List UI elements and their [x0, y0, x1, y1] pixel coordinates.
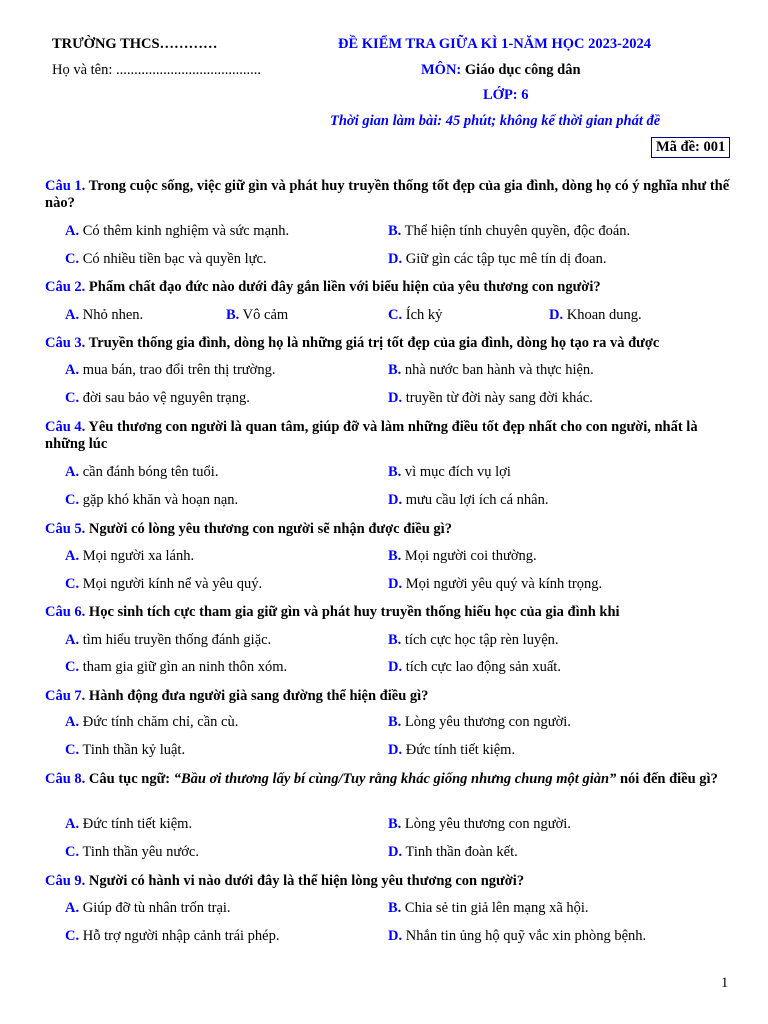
school-name: TRƯỜNG THCS………… [52, 36, 218, 52]
option-letter: C. [388, 307, 403, 323]
answer-option-a[interactable] [65, 816, 192, 833]
question-text: Trong cuộc sống, việc giữ gìn và phát huy truyền thống tốt đẹp của gia đình, dòng họ có ý nghĩa như thế nào? [45, 178, 730, 211]
option-letter: A. [65, 362, 80, 378]
option-letter: A. [65, 900, 80, 916]
option-text: Tinh thần kỷ luật. [82, 742, 186, 758]
question-9 [45, 873, 735, 890]
answer-option-c[interactable] [65, 844, 199, 861]
option-letter: C. [65, 659, 80, 675]
answer-option-a[interactable] [65, 307, 143, 324]
question-8 [45, 771, 735, 788]
question-number: Câu 5. [45, 521, 86, 537]
subject-line [421, 62, 581, 79]
option-letter: C. [65, 576, 80, 592]
option-letter: B. [388, 632, 402, 648]
question-5 [45, 521, 735, 538]
option-text: Mọi người coi thường. [404, 548, 537, 564]
question-quote: “Bầu ơi thương lấy bí cùng/Tuy rằng khác giống nhưng chung một giàn” [173, 771, 617, 787]
question-number: Câu 2. [45, 279, 86, 295]
option-letter: B. [388, 816, 402, 832]
question-text-post: nói đến điều gì? [616, 771, 718, 787]
question-6 [45, 604, 735, 621]
option-text: Khoan dung. [566, 307, 642, 323]
option-text: cần đánh bóng tên tuổi. [82, 464, 219, 480]
question-text: Người có lòng yêu thương con người sẽ nhận được điều gì? [88, 521, 452, 537]
option-text: truyền từ đời này sang đời khác. [405, 390, 593, 406]
option-letter: D. [388, 492, 403, 508]
answer-option-b[interactable] [226, 307, 288, 324]
answer-option-a[interactable] [65, 464, 218, 481]
option-letter: B. [388, 223, 402, 239]
answer-option-a[interactable] [65, 900, 231, 917]
option-letter: B. [226, 307, 240, 323]
option-text: Nhắn tin ủng hộ quỹ vắc xin phòng bệnh. [405, 928, 647, 944]
option-text: Lòng yêu thương con người. [404, 714, 571, 730]
answer-option-a[interactable] [65, 362, 275, 379]
answer-option-d[interactable] [388, 251, 606, 268]
question-number: Câu 3. [45, 335, 86, 351]
answer-option-b[interactable] [388, 548, 537, 565]
student-name-line: Họ và tên: ........................................ [52, 62, 262, 78]
answer-option-c[interactable] [65, 251, 267, 268]
answer-option-b[interactable] [388, 632, 559, 649]
option-text: Mọi người yêu quý và kính trọng. [405, 576, 603, 592]
option-letter: D. [388, 659, 403, 675]
answer-option-c[interactable] [65, 928, 279, 945]
option-letter: B. [388, 464, 402, 480]
option-letter: A. [65, 816, 80, 832]
option-letter: A. [65, 548, 80, 564]
question-2 [45, 279, 735, 296]
option-letter: A. [65, 464, 80, 480]
time-note: Thời gian làm bài: 45 phút; không kể thời gian phát đề [330, 113, 661, 129]
option-text: Mọi người xa lánh. [82, 548, 195, 564]
answer-option-b[interactable] [388, 816, 571, 833]
question-number: Câu 7. [45, 688, 86, 704]
question-text: Hành động đưa người già sang đường thể hiện điều gì? [88, 688, 429, 704]
option-text: Vô cảm [242, 307, 289, 323]
option-text: Lòng yêu thương con người. [404, 816, 571, 832]
option-letter: B. [388, 900, 402, 916]
option-text: đời sau bảo vệ nguyên trạng. [82, 390, 250, 406]
page-number: 1 [721, 975, 729, 991]
question-text-pre: Câu tục ngữ: [88, 771, 174, 787]
option-letter: B. [388, 362, 402, 378]
option-text: tham gia giữ gìn an ninh thôn xóm. [82, 659, 288, 675]
option-text: Mọi người kính nể và yêu quý. [82, 576, 263, 592]
option-letter: C. [65, 390, 80, 406]
question-number: Câu 6. [45, 604, 86, 620]
exam-code: Mã đề: 001 [651, 137, 730, 158]
answer-option-b[interactable] [388, 362, 594, 379]
option-text: Đức tính tiết kiệm. [82, 816, 193, 832]
option-text: Ích kỷ [405, 307, 443, 323]
answer-option-d[interactable] [388, 659, 561, 676]
option-letter: A. [65, 632, 80, 648]
option-text: mua bán, trao đổi trên thị trường. [82, 362, 276, 378]
question-text: Yêu thương con người là quan tâm, giúp đỡ và làm những điều tốt đẹp nhất cho con người, nhất là những lúc [45, 419, 698, 452]
grade-label: LỚP: 6 [483, 87, 529, 103]
option-letter: C. [65, 492, 80, 508]
option-letter: D. [388, 742, 403, 758]
answer-option-d[interactable] [388, 492, 549, 509]
option-letter: A. [65, 714, 80, 730]
option-text: tìm hiểu truyền thống đánh giặc. [82, 632, 272, 648]
option-letter: C. [65, 844, 80, 860]
option-text: tích cực học tập rèn luyện. [404, 632, 559, 648]
option-text: Tinh thần đoàn kết. [405, 844, 518, 860]
option-letter: A. [65, 307, 80, 323]
answer-option-c[interactable] [388, 307, 442, 324]
answer-option-a[interactable] [65, 548, 194, 565]
question-4 [45, 419, 735, 453]
option-letter: D. [388, 576, 403, 592]
answer-option-c[interactable] [65, 390, 250, 407]
subject-label: MÔN: [421, 62, 462, 78]
option-letter: B. [388, 548, 402, 564]
option-letter: C. [65, 251, 80, 267]
question-3 [45, 335, 735, 352]
option-letter: D. [388, 928, 403, 944]
option-text: Chia sẻ tin giả lên mạng xã hội. [404, 900, 589, 916]
option-letter: D. [549, 307, 564, 323]
question-number: Câu 1. [45, 178, 86, 194]
option-text: Đức tính chăm chỉ, cần cù. [82, 714, 239, 730]
option-text: Tinh thần yêu nước. [82, 844, 199, 860]
question-text: Học sinh tích cực tham gia giữ gìn và phát huy truyền thống hiếu học của gia đình khi [88, 604, 620, 620]
answer-option-b[interactable] [388, 223, 630, 240]
answer-option-c[interactable] [65, 742, 185, 759]
option-letter: C. [65, 928, 80, 944]
option-text: tích cực lao động sản xuất. [405, 659, 561, 675]
option-letter: B. [388, 714, 402, 730]
exam-title: ĐỀ KIỂM TRA GIỮA KÌ 1-NĂM HỌC 2023-2024 [338, 36, 651, 52]
option-text: Đức tính tiết kiệm. [405, 742, 516, 758]
option-text: nhà nước ban hành và thực hiện. [404, 362, 594, 378]
option-text: Có nhiều tiền bạc và quyền lực. [82, 251, 267, 267]
question-number: Câu 4. [45, 419, 86, 435]
answer-option-c[interactable] [65, 492, 238, 509]
answer-option-d[interactable] [388, 742, 515, 759]
answer-option-c[interactable] [65, 576, 262, 593]
option-text: Giữ gìn các tập tục mê tín dị đoan. [405, 251, 607, 267]
question-number: Câu 9. [45, 873, 86, 889]
question-1 [45, 178, 735, 212]
question-text: Người có hành vi nào dưới đây là thể hiện lòng yêu thương con người? [88, 873, 525, 889]
answer-option-a[interactable] [65, 223, 289, 240]
question-text: Phẩm chất đạo đức nào dưới đây gắn liền với biểu hiện của yêu thương con người? [88, 279, 601, 295]
option-text: Giúp đỡ tù nhân trốn trại. [82, 900, 231, 916]
answer-option-d[interactable] [388, 390, 593, 407]
option-text: mưu cầu lợi ích cá nhân. [405, 492, 549, 508]
answer-option-b[interactable] [388, 714, 571, 731]
question-number: Câu 8. [45, 771, 86, 787]
answer-option-d[interactable] [388, 844, 518, 861]
answer-option-c[interactable] [65, 659, 287, 676]
option-letter: D. [388, 251, 403, 267]
answer-option-b[interactable] [388, 464, 511, 481]
option-text: Nhỏ nhen. [82, 307, 144, 323]
subject-value: Giáo dục công dân [464, 62, 581, 78]
answer-option-d[interactable] [388, 928, 646, 945]
option-letter: D. [388, 390, 403, 406]
answer-option-a[interactable] [65, 632, 271, 649]
option-letter: C. [65, 742, 80, 758]
answer-option-a[interactable] [65, 714, 238, 731]
question-text: Truyền thống gia đình, dòng họ là những giá trị tốt đẹp của gia đình, dòng họ tạo ra và được [88, 335, 660, 351]
option-text: gặp khó khăn và hoạn nạn. [82, 492, 239, 508]
answer-option-b[interactable] [388, 900, 589, 917]
option-text: Có thêm kinh nghiệm và sức mạnh. [82, 223, 290, 239]
option-letter: A. [65, 223, 80, 239]
option-text: vì mục đích vụ lợi [404, 464, 511, 480]
option-text: Hỗ trợ người nhập cảnh trái phép. [82, 928, 280, 944]
option-letter: D. [388, 844, 403, 860]
answer-option-d[interactable] [388, 576, 602, 593]
option-text: Thể hiện tính chuyên quyền, độc đoán. [404, 223, 631, 239]
answer-option-d[interactable] [549, 307, 642, 324]
question-7 [45, 688, 735, 705]
